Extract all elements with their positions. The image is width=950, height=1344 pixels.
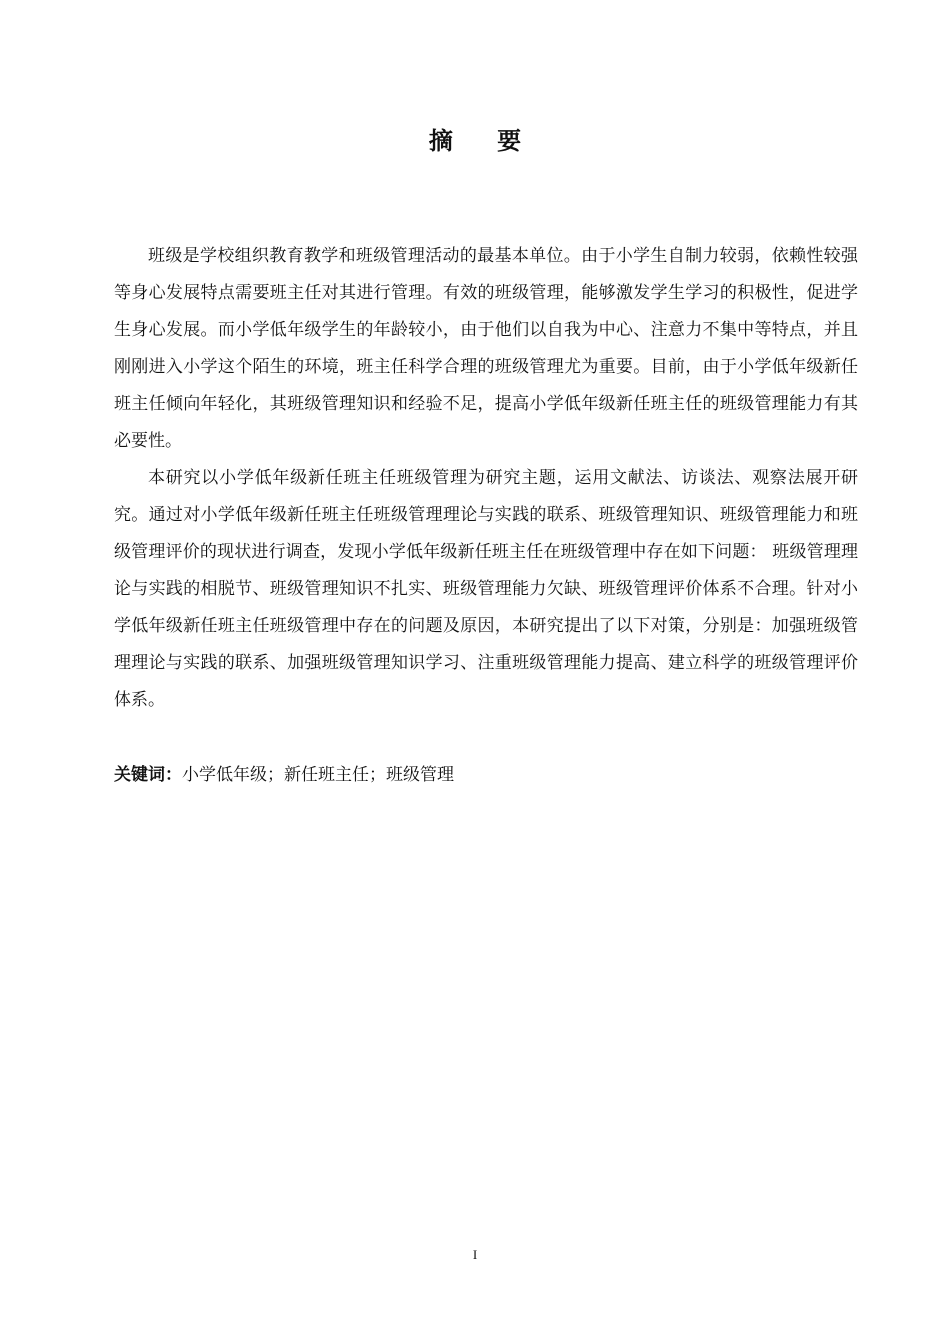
page-number: I [472, 1247, 478, 1262]
keywords-text: 小学低年级；新任班主任；班级管理 [182, 765, 454, 785]
abstract-body [114, 238, 858, 719]
abstract-paragraph-1: 班级是学校组织教育教学和班级管理活动的最基本单位。由于小学生自制力较弱，依赖性较强等身心发展特点需要班主任对其进行管理。有效的班级管理，能够激发学生学习的积极性，促进学生身心发展。而小学低年级学生的年龄较小，由于他们以自我为中心、注意力不集中等特点，并且刚刚进入小学这个陌生的环境，班主任科学合理的班级管理尤为重要。目前，由于小学低年级新任班主任倾向年轻化，其班级管理知识和经验不足，提高小学低年级新任班主任的班级管理能力有其必要性。 [114, 246, 858, 451]
keywords-label: 关键词： [114, 765, 182, 785]
keywords-line [114, 760, 858, 790]
abstract-title: 摘 要 [428, 127, 540, 155]
abstract-paragraph-2: 本研究以小学低年级新任班主任班级管理为研究主题，运用文献法、访谈法、观察法展开研究。通过对小学低年级新任班主任班级管理理论与实践的联系、班级管理知识、班级管理能力和班级管理评价的现状进行调查，发现小学低年级新任班主任在班级管理中存在如下问题： 班级管理理论与实践的相脱节、班级管理知识不扎实、班级管理能力欠缺、班级管理评价体系不合理。针对小学低年级新任班主任班级管理中存在的问题及原因，本研究提出了以下对策，分别是：加强班级管理理论与实践的联系、加强班级管理知识学习、注重班级管理能力提高、建立科学的班级管理评价体系。 [114, 468, 858, 710]
